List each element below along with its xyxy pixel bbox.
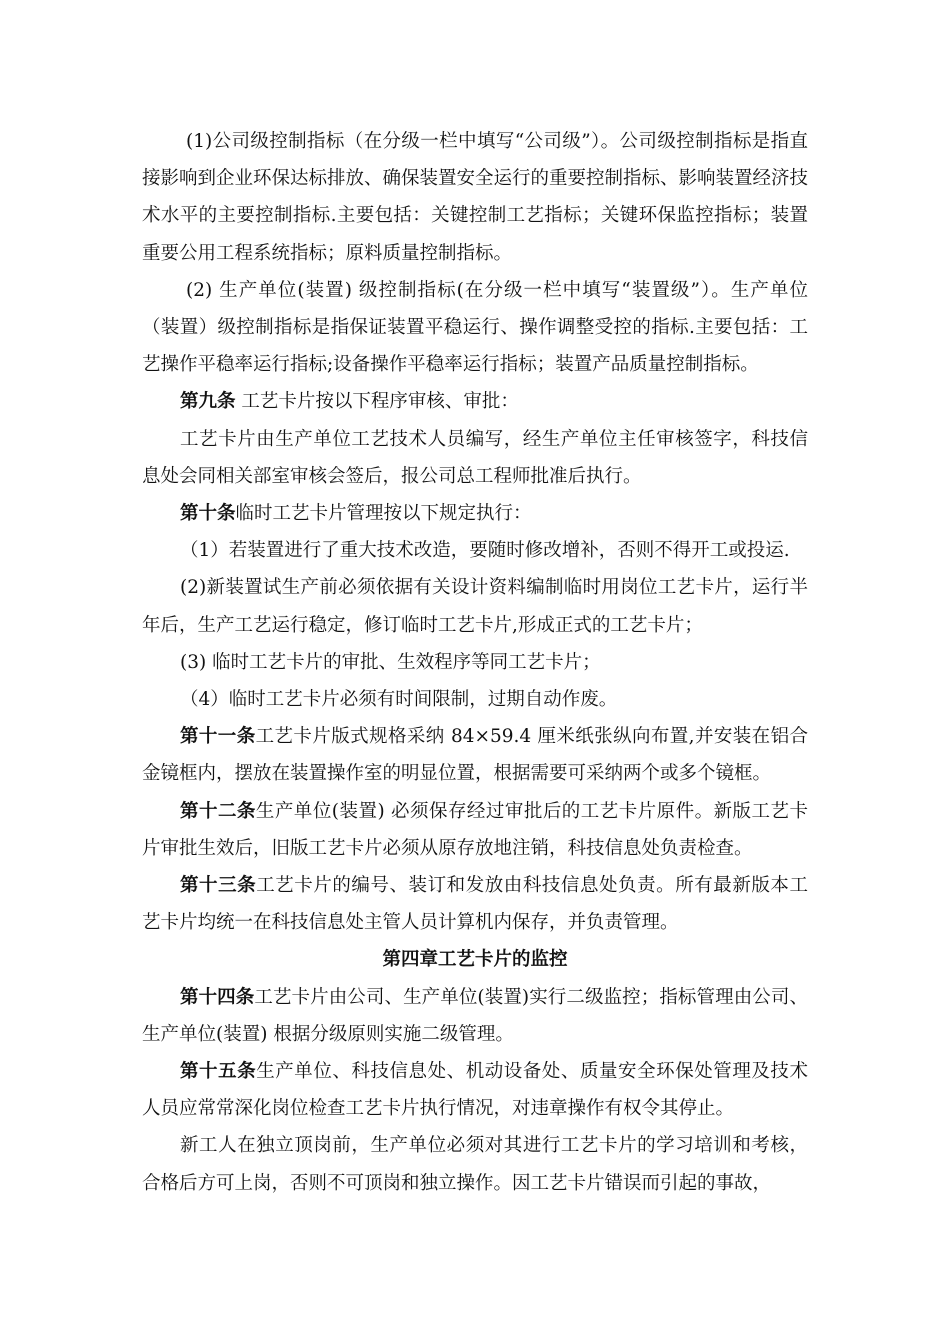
article-10-item-2: (2)新装置试生产前必须依据有关设计资料编制临时用岗位工艺卡片，运行半年后，生产工艺运行稳定，修订临时工艺卡片,形成正式的工艺卡片； [142, 577, 808, 636]
article-14 [142, 979, 808, 1053]
article-13-title: 第十三条 [180, 875, 257, 897]
chapter-heading: 第四章工艺卡片的监控 [382, 949, 568, 971]
article-12-title: 第十二条 [180, 800, 256, 822]
article-10-item-4: （4）临时工艺卡片必须有时间限制，过期自动作废。 [180, 689, 618, 711]
paragraph-unit-level: (2) 生产单位(装置) 级控制指标(在分级一栏中填写“装置级”）。生产单位（装置）级控制指标是指保证装置平稳运行、操作调整受控的指标.主要包括：工艺操作平稳率运行指标;设备操作平稳率运行指标；装置产品质量控制指标。 [142, 279, 808, 376]
article-10-title: 第十条 [180, 503, 236, 525]
article-12 [142, 793, 808, 867]
article-10 [142, 495, 808, 532]
article-9-body: 工艺卡片由生产单位工艺技术人员编写，经生产单位主任审核签字，科技信息处会同相关部室审核会签后，报公司总工程师批准后执行。 [142, 428, 808, 487]
article-10-text: 临时工艺卡片管理按以下规定执行： [235, 503, 532, 525]
article-14-text: 工艺卡片由公司、生产单位(装置)实行二级监控；指标管理由公司、生产单位(装置) 根据分级原则实施二级管理。 [142, 986, 808, 1045]
article-15-title: 第十五条 [180, 1061, 257, 1083]
article-12-text: 生产单位(装置) 必须保存经过审批后的工艺卡片原件。新版工艺卡片审批生效后，旧版工艺卡片必须从原存放地注销，科技信息处负责检查。 [142, 800, 808, 859]
article-11 [142, 718, 808, 792]
article-15-text: 生产单位、科技信息处、机动设备处、质量安全环保处管理及技术人员应常常深化岗位检查工艺卡片执行情况，对违章操作有权令其停止。 [142, 1061, 808, 1120]
paragraph-company-level: (1)公司级控制指标（在分级一栏中填写“公司级”）。公司级控制指标是指直接影响到企业环保达标排放、确保装置安全运行的重要控制指标、影响装置经济技术水平的主要控制指标.主要包括：关键控制工艺指标；关键环保监控指标；装置重要公用工程系统指标；原料质量控制指标。 [142, 131, 809, 264]
article-11-title: 第十一条 [180, 726, 256, 748]
paragraph-new-workers: 新工人在独立顶岗前，生产单位必须对其进行工艺卡片的学习培训和考核，合格后方可上岗，否则不可顶岗和独立操作。因工艺卡片错误而引起的事故， [142, 1135, 808, 1194]
article-10-item-3: (3) 临时工艺卡片的审批、生效程序等同工艺卡片； [180, 651, 601, 673]
article-11-text: 工艺卡片版式规格采纳 84×59.4 厘米纸张纵向布置,并安装在铝合金镜框内，摆放在装置操作室的明显位置，根据需要可采纳两个或多个镜框。 [142, 726, 808, 785]
article-13 [142, 867, 808, 941]
article-13-text: 工艺卡片的编号、装订和发放由科技信息处负责。所有最新版本工艺卡片均统一在科技信息处主管人员计算机内保存，并负责管理。 [142, 875, 808, 934]
article-9-title: 第九条 [180, 391, 236, 413]
article-9 [142, 383, 808, 420]
article-15 [142, 1053, 808, 1127]
article-9-text: 工艺卡片按以下程序审核、审批： [235, 391, 519, 413]
article-14-title: 第十四条 [180, 986, 255, 1008]
article-10-item-1: （1）若装置进行了重大技术改造，要随时修改增补，否则不得开工或投运. [180, 540, 790, 562]
